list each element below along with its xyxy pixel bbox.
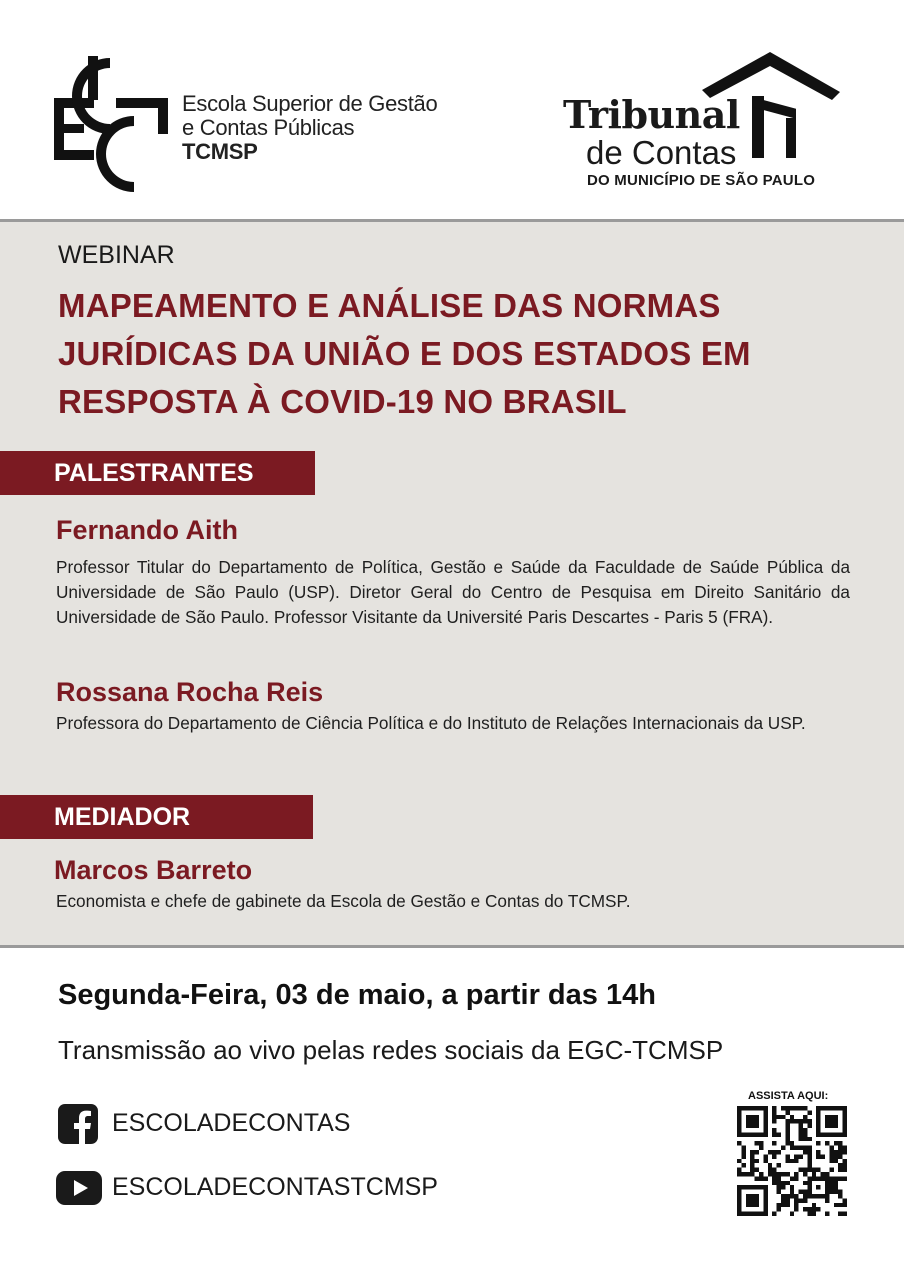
broadcast-note: Transmissão ao vivo pelas redes sociais da EGC-TCMSP: [58, 1035, 724, 1065]
egc-name-line2: e Contas Públicas: [182, 115, 355, 140]
event-title-line: JURÍDICAS DA UNIÃO E DOS ESTADOS EM: [58, 335, 751, 372]
qr-caption: ASSISTA AQUI:: [748, 1090, 829, 1102]
egc-name-line1: Escola Superior de Gestão: [182, 91, 438, 116]
event-date: Segunda-Feira, 03 de maio, a partir das 14h: [58, 979, 656, 1011]
speaker-bio: Professor Titular do Departamento de Política, Gestão e Saúde da Faculdade de Saúde Pública da Universidade de São Paulo (USP). Diretor Geral do Centro de Pesquisa em Direito Sanitário da Universidade de São Paulo. Professor Visitante da Université Paris Descartes - Paris 5 (FRA).: [56, 557, 850, 627]
speakers-section-header: PALESTRANTES: [0, 451, 315, 495]
event-kind: WEBINAR: [58, 241, 175, 269]
qr-code-icon[interactable]: [737, 1106, 847, 1216]
event-title-line: MAPEAMENTO E ANÁLISE DAS NORMAS: [58, 287, 721, 324]
egc-name-line3: TCMSP: [182, 139, 258, 164]
mediator-bio: Economista e chefe de gabinete da Escola de Gestão e Contas do TCMSP.: [56, 891, 631, 911]
facebook-icon[interactable]: [58, 1104, 98, 1144]
tcm-name-line2: de Contas: [586, 134, 737, 171]
mediator-section-header: MEDIADOR: [0, 795, 313, 839]
speaker-name: Rossana Rocha Reis: [56, 677, 324, 707]
youtube-handle-link[interactable]: ESCOLADECONTASTCMSP: [112, 1173, 438, 1201]
egc-logo-icon: [52, 54, 172, 199]
mediator-name: Marcos Barreto: [54, 855, 253, 885]
youtube-icon[interactable]: [56, 1171, 102, 1205]
tcm-name-line3: DO MUNICÍPIO DE SÃO PAULO: [587, 172, 816, 189]
event-title: [58, 282, 858, 426]
speaker-bio: Professora do Departamento de Ciência Política e do Instituto de Relações Internacionais da USP.: [56, 713, 806, 733]
speaker-name: Fernando Aith: [56, 515, 238, 545]
event-title-line: RESPOSTA À COVID-19 NO BRASIL: [58, 383, 627, 420]
tcm-name-line1: Tribunal: [563, 92, 740, 137]
facebook-handle-link[interactable]: ESCOLADECONTAS: [112, 1109, 351, 1137]
egc-name: [182, 92, 437, 164]
